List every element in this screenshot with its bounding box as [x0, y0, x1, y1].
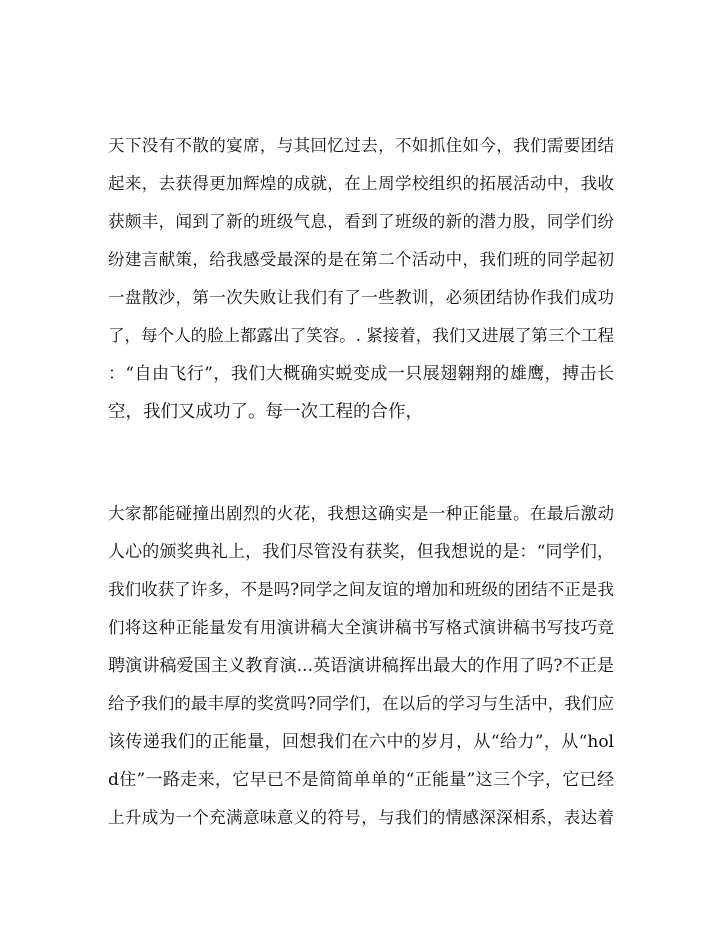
paragraph-line: 该传递我们的正能量，回想我们在六中的岁月，从“给力”，从“hol	[108, 732, 614, 752]
paragraph-line: 纷建言献策，给我感受最深的是在第二个活动中，我们班的同学起初	[108, 250, 614, 269]
paragraph-line: 大家都能碰撞出剧烈的火花，我想这确实是一种正能量。在最后激动	[108, 504, 614, 523]
paragraph-line: 聘演讲稿爱国主义教育演...英语演讲稿挥出最大的作用了吗?不正是	[108, 656, 614, 676]
paragraph-line: 们将这种正能量发有用演讲稿大全演讲稿书写格式演讲稿书写技巧竞	[108, 618, 614, 637]
paragraph-line: 上升成为一个充满意味意义的符号，与我们的情感深深相系，表达着	[108, 808, 614, 827]
paragraph-line: 起来，去获得更加辉煌的成就，在上周学校组织的拓展活动中，我收	[108, 174, 614, 193]
paragraph-line: 获颇丰，闻到了新的班级气息，看到了班级的新的潜力股，同学们纷	[108, 212, 614, 231]
paragraph-line: 一盘散沙，第一次失败让我们有了一些教训，必须团结协作我们成功	[108, 288, 614, 307]
paragraph-line: d住”一路走来，它早已不是简简单单的“正能量”这三个字，它已经	[108, 770, 614, 790]
paragraph-line: 给予我们的最丰厚的奖赏吗?同学们，在以后的学习与生活中，我们应	[108, 694, 614, 713]
paragraph-line: 我们收获了许多，不是吗?同学之间友谊的增加和班级的团结不正是我	[108, 580, 614, 599]
paragraph-line: 了，每个人的脸上都露出了笑容。. 紧接着，我们又进展了第三个工程	[108, 326, 614, 345]
paragraph-line: 人心的颁奖典礼上，我们尽管没有获奖，但我想说的是：“同学们，	[108, 542, 614, 562]
paragraph-line: 空，我们又成功了。每一次工程的合作，	[108, 402, 423, 422]
paragraph-line: ：“自由飞行”，我们大概确实蜕变成一只展翅翱翔的雄鹰，搏击长	[108, 364, 614, 384]
paragraph-line: 天下没有不散的宴席，与其回忆过去，不如抓住如今，我们需要团结	[108, 136, 614, 155]
